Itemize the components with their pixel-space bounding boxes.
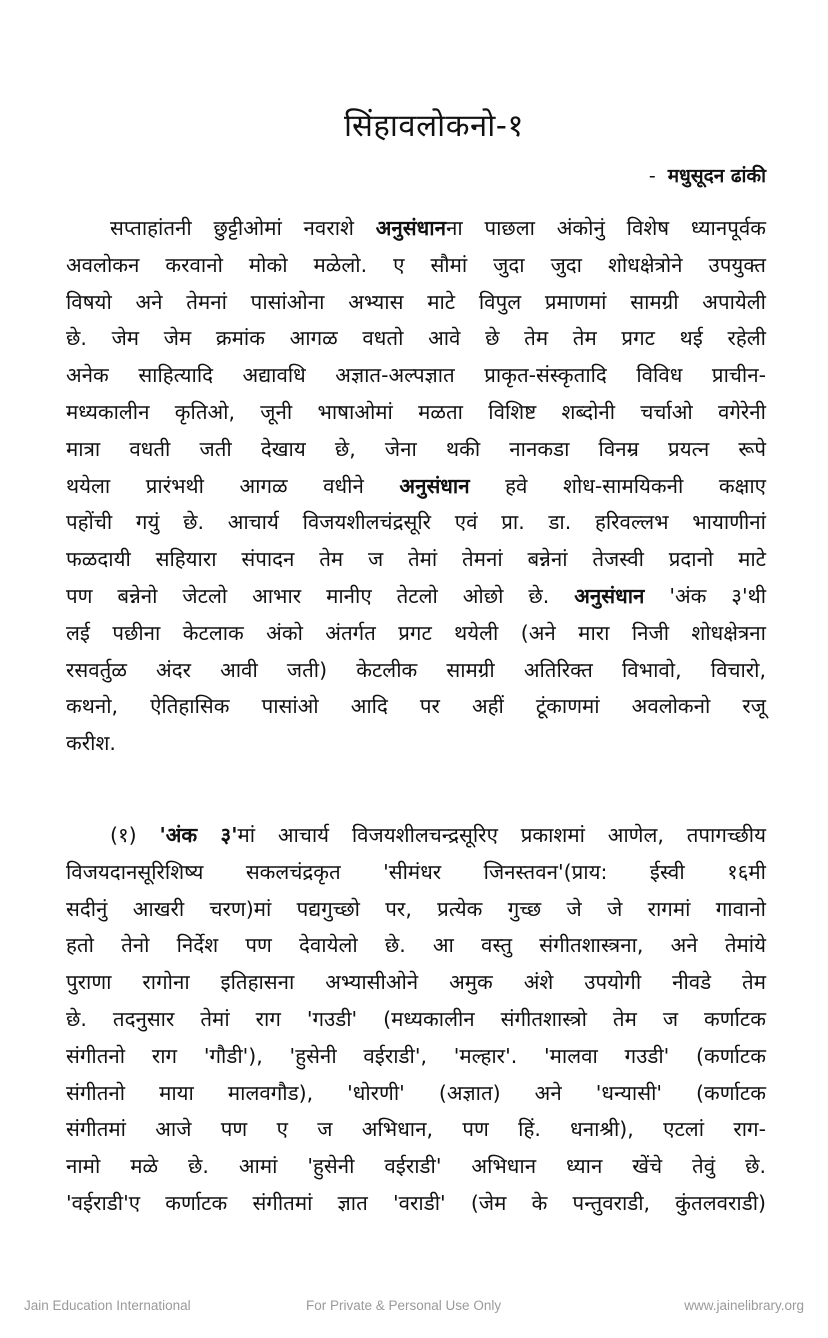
text-line: लई पछीना केटलाक अंको अंतर्गत प्रगट थयेली (अने मारा निजी शोधक्षेत्रना [66,620,766,645]
text-line: मध्यकालीन कृतिओ, जूनी भाषाओमां मळता विशिष्ट शब्दोनी चर्चाओ वगेरेनी [66,399,766,424]
text-line: थयेला प्रारंभथी आगळ वधीने अनुसंधान हवे शोध-सामयिकनी कक्षाए [66,473,766,498]
text-line: मात्रा वधती जती देखाय छे, जेना थकी नानकडा विनम्र प्रयत्न रूपे [66,436,766,461]
text-line: रसवर्तुळ अंदर आवी जती) केटलीक सामग्री अतिरिक्त विभावो, विचारो, [66,657,766,682]
footer-website[interactable]: www.jainelibrary.org [684,1298,804,1313]
text-line: छे. तदनुसार तेमां राग 'गउडी' (मध्यकालीन संगीतशास्त्रो तेम ज कर्णाटक [66,1006,766,1031]
text-line: सप्ताहांतनी छुट्टीओमां नवराशे अनुसंधानना पाछला अंकोनुं विशेष ध्यानपूर्वक [110,216,767,240]
text-line: संगीतमां आजे पण ए ज अभिधान, पण हिं. धनाश्री), एटलां राग- [66,1117,766,1142]
text-line: अवलोकन करवानो मोको मळेलो. ए सौमां जुदा जुदा शोधक्षेत्रोने उपयुक्त [66,252,766,277]
footer-publisher: Jain Education International [24,1298,191,1313]
text-line: संगीतनो राग 'गौडी'), 'हुसेनी वईराडी', 'मल्हार'. 'मालवा गउडी' (कर्णाटक [66,1043,766,1068]
text-line: करीश. [66,731,116,756]
text-line: हतो तेनो निर्देश पण देवायेलो छे. आ वस्तु संगीतशास्त्रना, अने तेमांये [66,933,766,958]
text-line: फळदायी सहियारा संपादन तेम ज तेमां तेमनां बन्नेनां तेजस्वी प्रदानो माटे [66,547,766,572]
text-line: सदीनुं आखरी चरण)मां पद्यगुच्छो पर, प्रत्येक गुच्छ जे जे रागमां गावानो [66,896,766,921]
text-line: नामो मळे छे. आमां 'हुसेनी वईराडी' अभिधान ध्यान खेंचे तेवुं छे. [66,1154,766,1179]
page-title: सिंहावलोकनो-१ [343,108,525,144]
author-dash: - [648,165,656,187]
text-line: संगीतनो माया मालवगौड), 'धोरणी' (अज्ञात) अने 'धन्यासी' (कर्णाटक [66,1080,766,1105]
text-line: विजयदानसूरिशिष्य सकलचंद्रकृत 'सीमंधर जिनस्तवन'(प्राय: ईस्वी १६मी [66,859,766,884]
text-line: विषयो अने तेमनां पासांओना अभ्यास माटे विपुल प्रमाणमां सामग्री अपायेली [66,289,766,314]
paragraph-1 [66,210,766,762]
text-line: (१) 'अंक ३'मां आचार्य विजयशीलचन्द्रसूरिए प्रकाशमां आणेल, तपागच्छीय [110,823,766,847]
text-line: पहोंची गयुं छे. आचार्य विजयशीलचंद्रसूरि एवं प्रा. डा. हरिवल्लभ भायाणीनां [66,510,766,535]
journal-name-bold: अनुसंधान [375,216,446,240]
journal-name-bold: अनुसंधान [574,583,645,608]
paragraph-2 [66,817,766,1222]
text-line: छे. जेम जेम क्रमांक आगळ वधतो आवे छे तेम तेम प्रगट थई रहेली [66,326,766,351]
text-line: पुराणा रागोना इतिहासना अभ्यासीओने अमुक अंशे उपयोगी नीवडे तेम [66,970,766,995]
author-name: मधुसूदन ढांकी [667,165,766,187]
issue-ref-bold: 'अंक ३' [159,823,238,847]
text-line: कथनो, ऐतिहासिक पासांओ आदि पर अहीं टूंकाणमां अवलोकनो रजू [66,694,766,719]
page-footer [0,1298,828,1322]
text-line: अनेक साहित्यादि अद्यावधि अज्ञात-अल्पज्ञात प्राकृत-संस्कृतादि विविध प्राचीन- [66,363,766,388]
text-line: पण बन्नेनो जेटलो आभार मानीए तेटलो ओछो छे. अनुसंधान 'अंक ३'थी [66,583,767,608]
author-line [649,162,766,188]
journal-name-bold: अनुसंधान [399,473,470,498]
text-line: 'वईराडी'ए कर्णाटक संगीतमां ज्ञात 'वराडी' (जेम के पन्तुवराडी, कुंतलवराडी) [66,1190,766,1215]
footer-usage-notice: For Private & Personal Use Only [306,1298,502,1313]
